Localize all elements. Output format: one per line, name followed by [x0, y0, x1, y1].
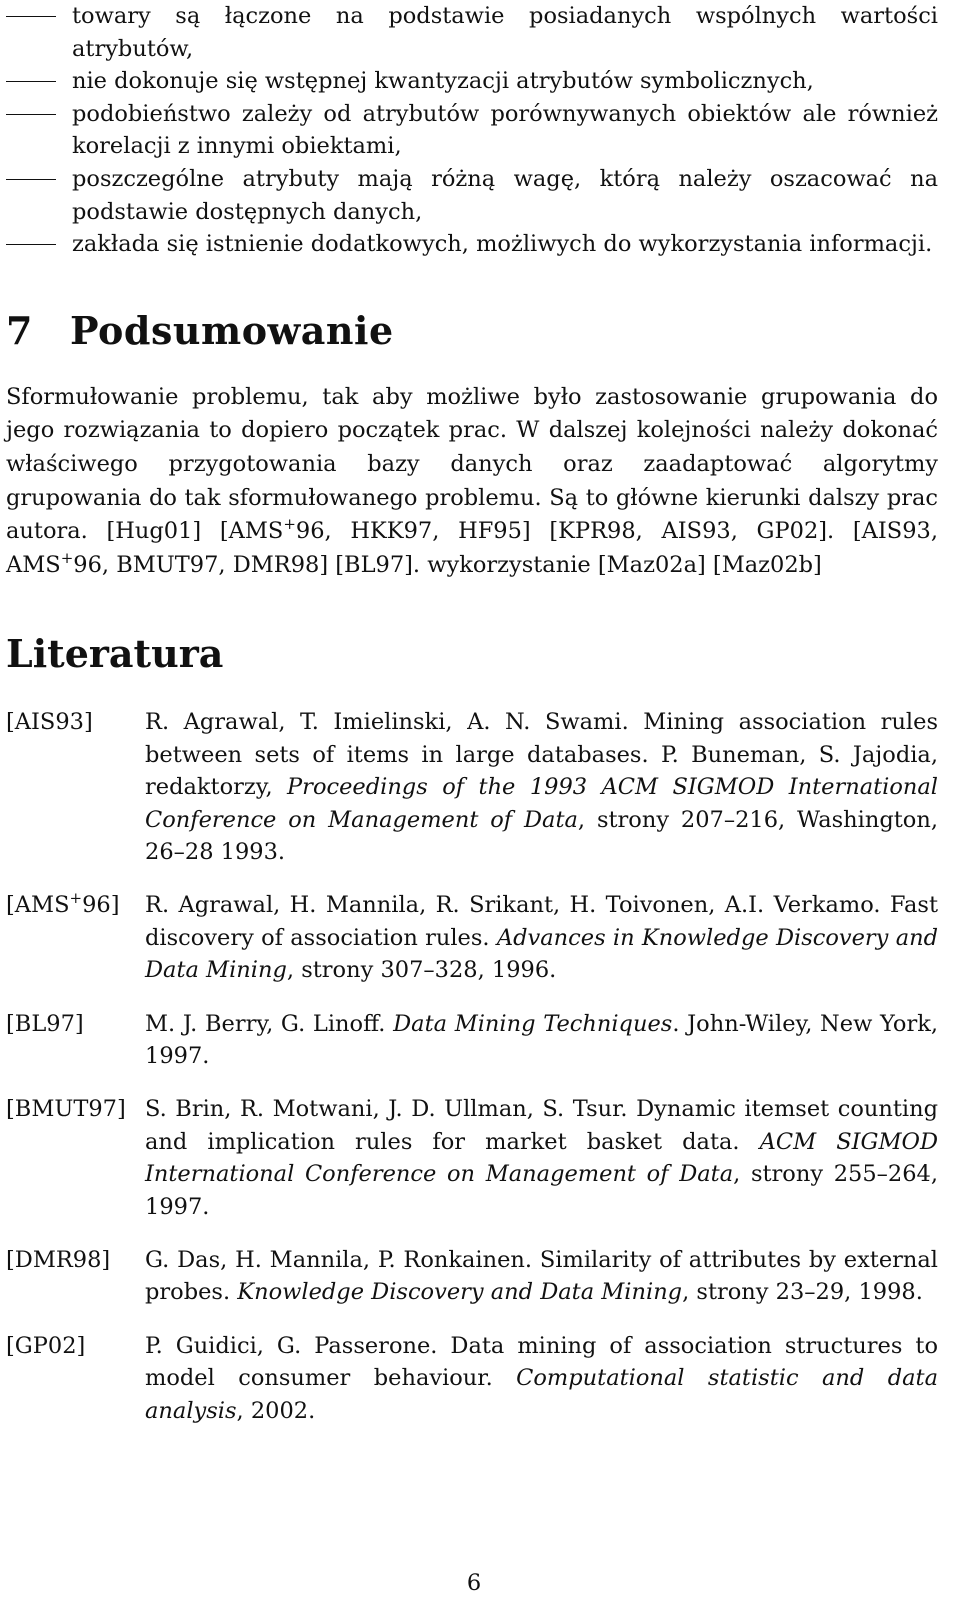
bib-text: , strony 255–264, 1997. — [145, 1161, 939, 1220]
list-item — [6, 228, 938, 261]
literature-heading: Literatura — [6, 631, 224, 677]
bullet-list — [6, 0, 938, 261]
page-number: 6 — [466, 1570, 482, 1596]
bib-title-italic: Advances in Knowledge Discovery and Data Mining — [145, 924, 938, 984]
list-item — [6, 0, 938, 65]
dash-bullet — [6, 114, 56, 115]
bib-title-italic: Knowledge Discovery and Data Mining — [237, 1279, 683, 1306]
superscript: + — [69, 889, 83, 908]
bib-entry — [6, 1093, 938, 1223]
bib-entry — [6, 889, 938, 986]
bib-key — [6, 889, 119, 921]
dash-bullet — [6, 179, 56, 180]
section-number: 7 — [6, 307, 33, 353]
bib-title-italic: Computational statistic and data analysis — [145, 1365, 938, 1424]
bib-text: P. Guidici, G. Passerone. Data mining of association structures to model consumer behaviour. — [145, 1332, 938, 1392]
bib-text: , 2002. — [236, 1397, 316, 1424]
summary-text-3: 96, BMUT97, DMR98] [BL97]. wykorzystanie [Maz02a] [Maz02b] — [73, 551, 822, 578]
list-item-text: towary są łączone na podstawie posiadanych wspólnych wartości atrybutów, — [72, 3, 938, 62]
bib-key: [AIS93] — [6, 709, 93, 736]
dash-bullet — [6, 81, 56, 82]
bib-key: [BL97] — [6, 1010, 84, 1037]
bib-text: , strony 23–29, 1998. — [682, 1279, 923, 1306]
bib-key: [GP02] — [6, 1332, 86, 1359]
bib-entry — [6, 1008, 938, 1073]
bib-entry — [6, 1330, 938, 1427]
bib-text: R. Agrawal, H. Mannila, R. Srikant, H. Toivonen, A.I. Verkamo. Fast discovery of association rules. — [145, 892, 938, 951]
list-item — [6, 98, 938, 163]
bib-text: , strony 207–216, Washington, 26–28 1993. — [145, 806, 938, 865]
bib-key: [BMUT97] — [6, 1096, 126, 1123]
bib-title-italic: Proceedings of the 1993 ACM SIGMOD International Conference on Management of Data — [145, 774, 938, 833]
bib-key-end: 96] — [82, 892, 120, 919]
list-item-text: podobieństwo zależy od atrybutów porównywanych obiektów ale również korelacji z innymi obiektami, — [72, 100, 938, 160]
bib-key: [DMR98] — [6, 1247, 111, 1273]
bib-text: . John-Wiley, New York, 1997. — [145, 1010, 938, 1069]
bib-text: G. Das, H. Mannila, P. Ronkainen. Similarity of attributes by external probes. — [145, 1247, 938, 1306]
list-item — [6, 163, 938, 228]
superscript: + — [283, 515, 296, 534]
dash-bullet — [6, 16, 56, 17]
list-item-text: zakłada się istnienie dodatkowych, możliwych do wykorzystania informacji. — [72, 231, 933, 258]
section-title: Podsumowanie — [70, 307, 394, 353]
superscript: + — [60, 548, 74, 567]
list-item — [6, 65, 938, 98]
bib-entry — [6, 1244, 938, 1309]
bib-key-base: [AMS — [6, 892, 70, 919]
list-item-text: nie dokonuje się wstępnej kwantyzacji atrybutów symbolicznych, — [72, 68, 814, 95]
bib-entry — [6, 706, 938, 868]
bib-title-italic: ACM SIGMOD International Conference on Management of Data — [145, 1128, 938, 1188]
bib-text: S. Brin, R. Motwani, J. D. Ullman, S. Tsur. Dynamic itemset counting and implication rules for market basket data. — [145, 1096, 938, 1155]
bib-text: , strony 307–328, 1996. — [286, 957, 557, 984]
document-page — [6, 0, 938, 1448]
summary-text-1: Sformułowanie problemu, tak aby możliwe było zastosowanie grupowania do jego rozwiązania to dopiero początek prac. W dalszej kolejności należy dokonać właściwego przygotowania bazy danych oraz zaadaptować algorytmy grupowania do tak sformułowanego problemu. Są to główne kierunki dalszy prac autora. [Hug01] [AMS — [6, 383, 938, 545]
summary-text-2: 96, HKK97, HF95] [KPR98, AIS93, GP02]. [AIS93, AMS — [6, 518, 938, 578]
section-heading — [6, 309, 938, 353]
bib-text: M. J. Berry, G. Linoff. — [145, 1010, 394, 1037]
bib-text: R. Agrawal, T. Imielinski, A. N. Swami. Mining association rules between sets of items in large databases. P. Buneman, S. Jajodia, redaktorzy, — [145, 709, 938, 801]
bib-title-italic: Data Mining Techniques — [393, 1010, 673, 1037]
dash-bullet — [6, 244, 56, 245]
list-item-text: poszczególne atrybuty mają różną wagę, którą należy oszacować na podstawie dostępnych danych, — [72, 165, 938, 225]
summary-paragraph — [6, 381, 938, 583]
bibliography-list — [6, 706, 938, 1427]
